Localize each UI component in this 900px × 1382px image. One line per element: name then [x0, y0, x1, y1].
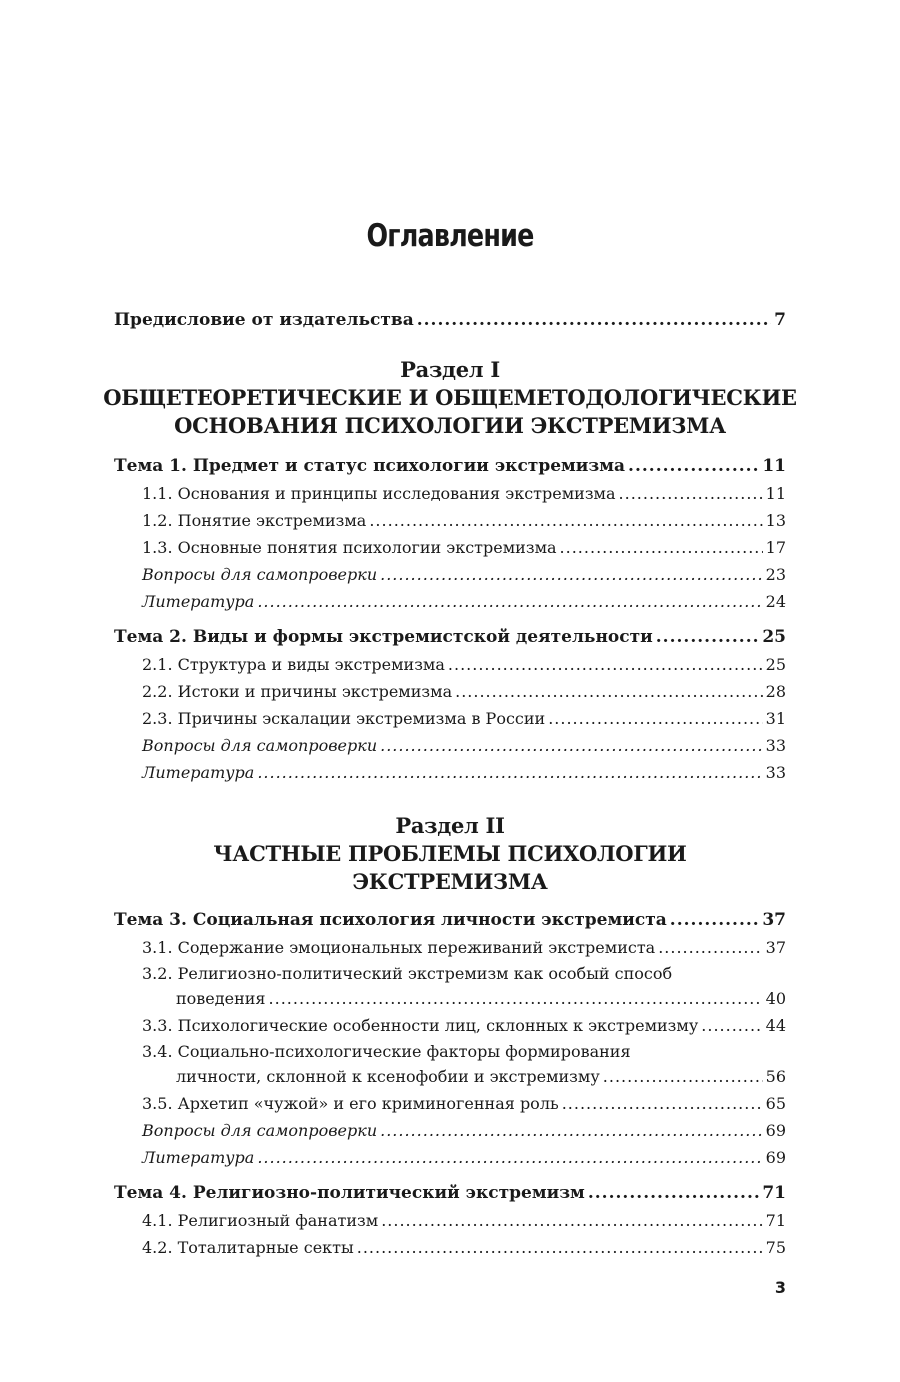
section-number: Раздел I [400, 357, 500, 382]
entry-page: 11 [762, 456, 786, 476]
entry-label: Литература [142, 763, 255, 782]
entry-page: 11 [765, 484, 786, 503]
entry-page: 69 [765, 1121, 786, 1140]
toc-entry-2-2[interactable] [142, 682, 786, 701]
entry-page: 37 [762, 910, 786, 930]
dot-leader [455, 682, 763, 701]
dot-leader [658, 938, 762, 957]
toc-entry-1-2[interactable] [142, 511, 786, 530]
entry-label: личности, склонной к ксенофобии и экстремизму [176, 1067, 600, 1086]
dot-leader [357, 1238, 763, 1257]
page-title: Оглавление [366, 218, 534, 254]
entry-page: 33 [765, 736, 786, 755]
dot-leader [380, 1121, 763, 1140]
section-heading-1 [0, 356, 900, 440]
dot-leader [381, 1211, 762, 1230]
toc-entry-1-questions[interactable] [142, 565, 786, 584]
dot-leader [257, 592, 762, 611]
entry-label: Тема 3. Социальная психология личности экстремиста [114, 910, 667, 930]
toc-entry-2-1[interactable] [142, 655, 786, 674]
entry-label: 1.2. Понятие экстремизма [142, 511, 367, 530]
entry-page: 25 [762, 627, 786, 647]
toc-entry-1-3[interactable] [142, 538, 786, 557]
entry-label: Предисловие от издательства [114, 310, 414, 330]
entry-label: 3.5. Архетип «чужой» и его криминогенная роль [142, 1094, 559, 1113]
toc-entry-3-literature[interactable] [142, 1148, 786, 1167]
entry-page: 65 [765, 1094, 786, 1113]
entry-label: Вопросы для самопроверки [142, 565, 378, 584]
toc-entry-2-questions[interactable] [142, 736, 786, 755]
entry-label: поведения [176, 989, 266, 1008]
section-title-line: ЭКСТРЕМИЗМА [352, 869, 548, 894]
toc-entry-4-2[interactable] [142, 1238, 786, 1257]
entry-label: Вопросы для самопроверки [142, 1121, 378, 1140]
toc-entry-1-1[interactable] [142, 484, 786, 503]
entry-label: 1.3. Основные понятия психологии экстремизма [142, 538, 557, 557]
entry-page: 7 [774, 310, 786, 330]
entry-label: 4.2. Тоталитарные секты [142, 1238, 354, 1257]
dot-leader [560, 538, 763, 557]
entry-page: 44 [765, 1016, 786, 1035]
toc-entry-2-3[interactable] [142, 709, 786, 728]
entry-page: 56 [765, 1067, 786, 1086]
toc-entry-3-5[interactable] [142, 1094, 786, 1113]
page-number: 3 [774, 1278, 786, 1297]
toc-entry-2-literature[interactable] [142, 763, 786, 782]
section-title-line: ЧАСТНЫЕ ПРОБЛЕМЫ ПСИХОЛОГИИ [213, 841, 687, 866]
entry-page: 23 [765, 565, 786, 584]
entry-page: 28 [765, 682, 786, 701]
toc-entry-3-4-line1[interactable]: 3.4. Социально-психологические факторы формирования [142, 1042, 631, 1061]
entry-page: 13 [765, 511, 786, 530]
dot-leader [656, 627, 760, 647]
section-title-line: ОСНОВАНИЯ ПСИХОЛОГИИ ЭКСТРЕМИЗМА [174, 413, 726, 438]
entry-page: 71 [762, 1183, 786, 1203]
toc-entry-preface[interactable] [114, 310, 786, 330]
section-heading-2 [0, 812, 900, 896]
entry-page: 75 [765, 1238, 786, 1257]
entry-page: 40 [765, 989, 786, 1008]
entry-label: 2.1. Структура и виды экстремизма [142, 655, 445, 674]
section-number: Раздел II [395, 813, 505, 838]
entry-label: Вопросы для самопроверки [142, 736, 378, 755]
entry-label: 4.1. Религиозный фанатизм [142, 1211, 379, 1230]
entry-label: 3.1. Содержание эмоциональных переживаний экстремиста [142, 938, 656, 957]
entry-page: 17 [765, 538, 786, 557]
dot-leader [548, 709, 762, 728]
toc-entry-topic-1[interactable] [114, 456, 786, 476]
dot-leader [701, 1016, 762, 1035]
dot-leader [269, 989, 763, 1008]
entry-label: 1.1. Основания и принципы исследования экстремизма [142, 484, 616, 503]
entry-label: Литература [142, 592, 255, 611]
entry-label: 2.3. Причины эскалации экстремизма в России [142, 709, 546, 728]
dot-leader [562, 1094, 763, 1113]
entry-page: 71 [765, 1211, 786, 1230]
dot-leader [628, 456, 759, 476]
entry-label: 3.3. Психологические особенности лиц, склонных к экстремизму [142, 1016, 699, 1035]
toc-entry-1-literature[interactable] [142, 592, 786, 611]
entry-label: Тема 2. Виды и формы экстремистской деятельности [114, 627, 653, 647]
dot-leader [380, 736, 763, 755]
section-title-line: ОБЩЕТЕОРЕТИЧЕСКИЕ И ОБЩЕМЕТОДОЛОГИЧЕСКИЕ [103, 385, 797, 410]
entry-page: 31 [765, 709, 786, 728]
entry-label: Тема 4. Религиозно-политический экстремизм [114, 1183, 585, 1203]
dot-leader [619, 484, 763, 503]
entry-page: 37 [765, 938, 786, 957]
entry-page: 33 [765, 763, 786, 782]
toc-entry-topic-3[interactable] [114, 910, 786, 930]
entry-page: 25 [765, 655, 786, 674]
dot-leader [257, 763, 762, 782]
entry-page: 69 [765, 1148, 786, 1167]
toc-entry-3-2[interactable] [176, 989, 786, 1008]
dot-leader [417, 310, 771, 330]
dot-leader [369, 511, 762, 530]
dot-leader [603, 1067, 763, 1086]
toc-entry-3-1[interactable] [142, 938, 786, 957]
toc-entry-3-4[interactable] [176, 1067, 786, 1086]
toc-entry-3-3[interactable] [142, 1016, 786, 1035]
toc-entry-3-2-line1[interactable]: 3.2. Религиозно-политический экстремизм как особый способ [142, 964, 673, 983]
dot-leader [670, 910, 760, 930]
entry-label: Тема 1. Предмет и статус психологии экстремизма [114, 456, 626, 476]
toc-entry-topic-2[interactable] [114, 627, 786, 647]
toc-entry-4-1[interactable] [142, 1211, 786, 1230]
toc-entry-topic-4[interactable] [114, 1183, 786, 1203]
toc-entry-3-questions[interactable] [142, 1121, 786, 1140]
dot-leader [448, 655, 763, 674]
entry-label: Литература [142, 1148, 255, 1167]
dot-leader [380, 565, 763, 584]
entry-page: 24 [765, 592, 786, 611]
dot-leader [257, 1148, 762, 1167]
dot-leader [588, 1183, 759, 1203]
entry-label: 2.2. Истоки и причины экстремизма [142, 682, 453, 701]
